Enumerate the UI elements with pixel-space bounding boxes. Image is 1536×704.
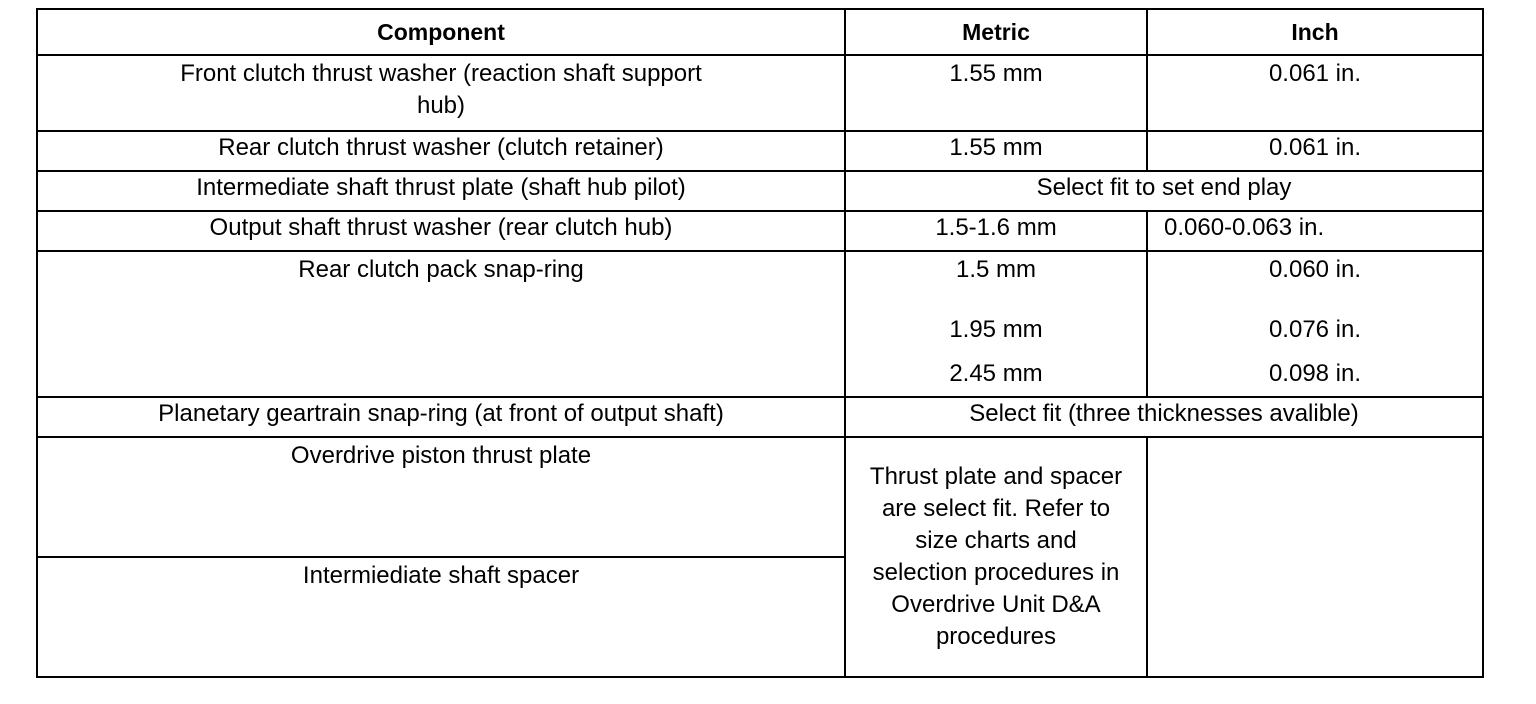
header-metric: Metric [845,9,1147,55]
component-cell: Overdrive piston thrust plate [37,437,845,557]
inch-value: 0.060 in. [1268,256,1362,283]
overdrive-note-cell: Thrust plate and spacer are select fit. Refer to size charts and selection procedures in Overdrive Unit D&A procedures [845,437,1147,677]
merged-spec-cell: Select fit to set end play [845,171,1483,211]
metric-cell: 1.55 mm [845,55,1147,131]
metric-value: 1.95 mm [949,316,1043,343]
metric-cell: 1.55 mm [845,131,1147,171]
table-row [37,211,1483,251]
inch-value: 0.098 in. [1268,360,1362,387]
table-row [37,397,1483,437]
table-row [37,131,1483,171]
component-cell: Intermiediate shaft spacer [37,557,845,677]
component-cell: Planetary geartrain snap-ring (at front of output shaft) [37,397,845,437]
component-cell: Output shaft thrust washer (rear clutch hub) [37,211,845,251]
table-header-row [37,9,1483,55]
specifications-table [36,8,1484,678]
metric-value: 1.5 mm [955,256,1036,283]
table-row [37,171,1483,211]
component-cell: Intermediate shaft thrust plate (shaft hub pilot) [37,171,845,211]
header-component: Component [37,9,845,55]
inch-cell: 0.060-0.063 in. [1147,211,1483,251]
table-row [37,55,1483,131]
table-row [37,251,1483,397]
table-row [37,437,1483,557]
inch-cell-empty [1147,437,1483,677]
component-cell: Rear clutch thrust washer (clutch retainer) [37,131,845,171]
merged-spec-cell: Select fit (three thicknesses avalible) [845,397,1483,437]
component-cell: Rear clutch pack snap-ring [37,251,845,397]
metric-cell: 1.5-1.6 mm [845,211,1147,251]
inch-cell: 0.061 in. [1147,55,1483,131]
inch-values-cell [1147,251,1483,397]
component-cell: Front clutch thrust washer (reaction shaft support hub) [37,55,845,131]
metric-value: 2.45 mm [949,360,1043,387]
header-inch: Inch [1147,9,1483,55]
inch-value: 0.076 in. [1268,316,1362,343]
metric-values-cell [845,251,1147,397]
inch-cell: 0.061 in. [1147,131,1483,171]
